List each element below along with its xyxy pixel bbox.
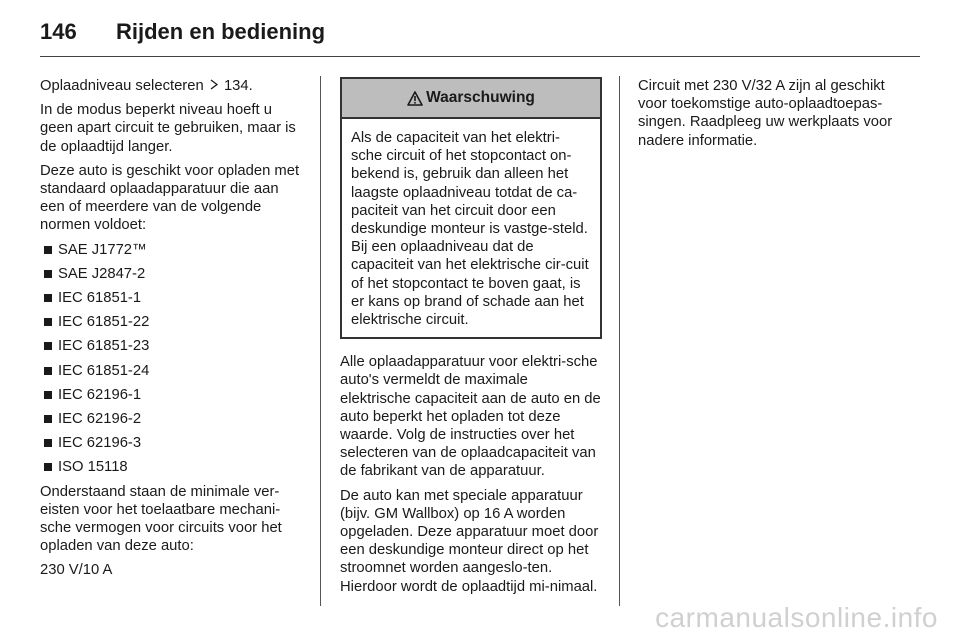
page-number: 146 <box>40 19 77 44</box>
list-item <box>40 241 306 259</box>
warning-box <box>340 77 602 339</box>
list-item-text: SAE J2847-2 <box>58 265 146 282</box>
list-item <box>40 410 306 428</box>
bullet-square-icon <box>44 415 52 423</box>
list-item <box>40 386 306 404</box>
column-divider-1 <box>320 76 321 606</box>
header-rule <box>40 56 920 57</box>
list-item <box>40 337 306 355</box>
bullet-square-icon <box>44 439 52 447</box>
paragraph-minimum-requirements: Onderstaand staan de minimale ver-eisten voor het toelaatbare mechani-sche vermogen voor circuits voor het opladen van deze auto: <box>40 483 282 555</box>
column-1 <box>40 77 306 586</box>
list-item <box>40 313 306 331</box>
list-item-text: IEC 62196-3 <box>58 435 142 452</box>
list-item-text: IEC 62196-1 <box>58 386 142 403</box>
page-ref-link[interactable]: 134. <box>223 78 253 94</box>
list-item-text: IEC 61851-1 <box>58 290 142 307</box>
warning-body: Als de capaciteit van het elektri-sche circuit of het stopcontact on-bekend is, gebruik dan alleen het laagste oplaadniveau totdat de ca-paciteit van het circuit door een deskundige monteur is vastge-steld. Bij een oplaadniveau dat de capaciteit van het elektrische cir-cuit of het stopcontact te boven gaat, is er kans op brand of schade aan het elektrische circuit. <box>351 130 589 329</box>
list-item <box>40 458 306 476</box>
column-divider-2 <box>619 76 620 606</box>
warning-triangle-icon <box>407 91 423 106</box>
list-item <box>40 289 306 307</box>
column-3 <box>638 77 904 156</box>
bullet-square-icon <box>44 342 52 350</box>
paragraph-limited-mode: In de modus beperkt niveau hoeft u geen apart circuit te gebruiken, maar is de oplaadtijd langer. <box>40 102 296 155</box>
bullet-square-icon <box>44 463 52 471</box>
list-item-text: ISO 15118 <box>58 459 128 476</box>
bullet-square-icon <box>44 294 52 302</box>
paragraph-circuit-32a: Circuit met 230 V/32 A zijn al geschikt voor toekomstige auto-oplaadtoepas-singen. Raadpleeg uw werkplaats voor nadere informatie. <box>638 78 893 149</box>
list-item-text: IEC 61851-23 <box>58 338 150 355</box>
paragraph-voltage: 230 V/10 A <box>40 562 113 579</box>
intro-line <box>40 77 306 95</box>
paragraph-special-equipment: De auto kan met speciale apparatuur (bijv. GM Wallbox) op 16 A worden opgeladen. Deze apparatuur moet door een deskundige monteur direct op het stroomnet worden aangeslo-ten. Hierdoor wordt de oplaadtijd mi-nimaal. <box>340 487 599 595</box>
bullet-square-icon <box>44 391 52 399</box>
bullet-square-icon <box>44 246 52 254</box>
watermark: carmanualsonline.info <box>655 602 938 633</box>
list-item <box>40 362 306 380</box>
page-ref-arrow-icon <box>210 77 218 95</box>
paragraph-standards-intro: Deze auto is geschikt voor opladen met standaard oplaadapparatuur die aan een of meerdere van de volgende normen voldoet: <box>40 162 300 234</box>
paragraph-charging-equipment: Alle oplaadapparatuur voor elektri-sche auto's vermeldt de maximale elektrische capaciteit aan de auto en de auto beperkt het opladen tot deze waarde. Volg de instructies over het selecteren van de oplaadcapaciteit van de fabrikant van de apparatuur. <box>340 354 601 480</box>
list-item-text: IEC 61851-22 <box>58 314 150 331</box>
intro-text: Oplaadniveau selecteren <box>40 78 204 94</box>
list-item-text: IEC 62196-2 <box>58 411 142 428</box>
bullet-square-icon <box>44 270 52 278</box>
column-2 <box>340 77 602 602</box>
standards-list <box>40 241 306 477</box>
list-item-text: IEC 61851-24 <box>58 362 150 379</box>
list-item <box>40 265 306 283</box>
page-title: Rijden en bediening <box>116 19 326 44</box>
bullet-square-icon <box>44 367 52 375</box>
page-header <box>40 19 325 45</box>
list-item-text: SAE J1772™ <box>58 241 147 258</box>
bullet-square-icon <box>44 318 52 326</box>
warning-header <box>342 79 600 119</box>
warning-title: Waarschuwing <box>426 88 535 106</box>
list-item <box>40 434 306 452</box>
